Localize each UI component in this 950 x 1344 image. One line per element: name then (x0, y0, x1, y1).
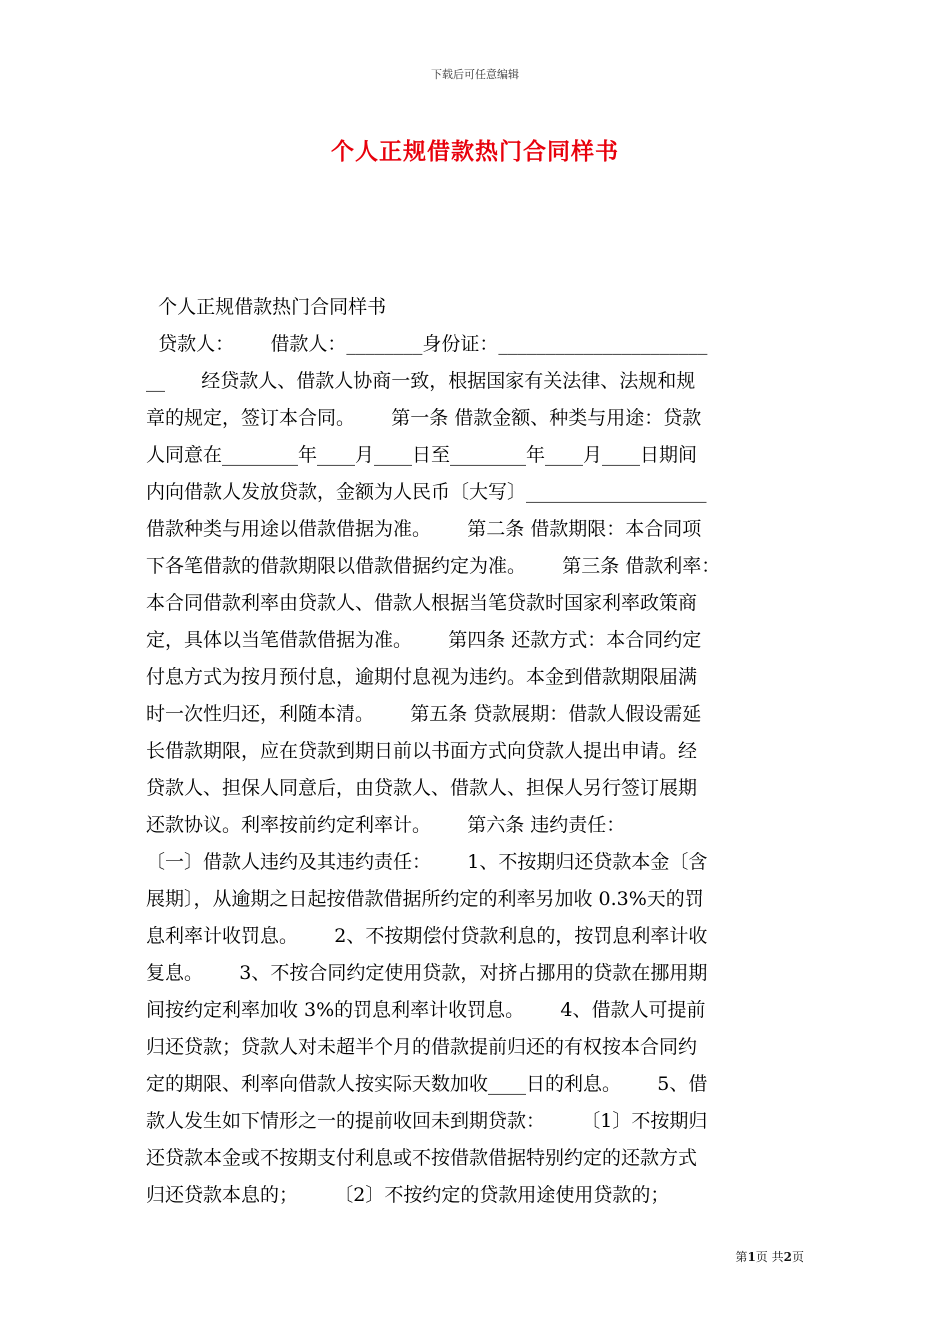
footer-page-number: 1 (747, 1250, 756, 1264)
body-line: 时一次性归还，利随本清。 第五条 贷款展期：借款人假设需延 (146, 703, 702, 725)
body-line: 下各笔借款的借款期限以借款借据约定为准。 第三条 借款利率： (146, 555, 721, 577)
body-line: 借款种类与用途以借款借据为准。 第二条 借款期限：本合同项 (146, 518, 702, 540)
document-body (146, 289, 806, 1214)
body-line: 本合同借款利率由贷款人、借款人根据当笔贷款时国家利率政策商 (146, 592, 698, 614)
body-line: 复息。 3、不按合同约定使用贷款，对挤占挪用的贷款在挪用期 (146, 962, 708, 984)
body-line: 人同意在________年____月____日至________年____月____日期间 (146, 444, 698, 466)
document-title: 个人正规借款热门合同样书 (331, 138, 619, 165)
body-line: 〔一〕借款人违约及其违约责任： 1、不按期归还贷款本金〔含 (146, 851, 708, 873)
footer-middle: 页 共 (755, 1250, 784, 1264)
body-line: 归还贷款；贷款人对未超半个月的借款提前归还的有权按本合同约 (146, 1036, 698, 1058)
body-line: 息利率计收罚息。 2、不按期偿付贷款利息的，按罚息利率计收 (146, 925, 708, 947)
body-line: 贷款人、担保人同意后，由贷款人、借款人、担保人另行签订展期 (146, 777, 698, 799)
body-line: 个人正规借款热门合同样书 (146, 296, 387, 318)
body-line: 归还贷款本息的； 〔2〕不按约定的贷款用途使用贷款的； (146, 1184, 670, 1206)
page-header-note: 下载后可任意编辑 (431, 68, 519, 81)
body-line: 贷款人： 借款人：________身份证：______________________ (146, 333, 708, 355)
page-footer (735, 1248, 804, 1265)
body-line: 还款协议。利率按前约定利率计。 第六条 违约责任： (146, 814, 626, 836)
body-line: __ 经贷款人、借款人协商一致，根据国家有关法律、法规和规 (146, 370, 696, 392)
body-line: 还贷款本金或不按期支付利息或不按借款借据特别约定的还款方式 (146, 1147, 698, 1169)
footer-suffix: 页 (791, 1250, 804, 1264)
body-line: 内向借款人发放贷款，金额为人民币〔大写〕___________________ (146, 481, 707, 503)
body-line: 付息方式为按月预付息，逾期付息视为违约。本金到借款期限届满 (146, 666, 698, 688)
body-line: 定的期限、利率向借款人按实际天数加收____日的利息。 5、借 (146, 1073, 708, 1095)
body-line: 章的规定，签订本合同。 第一条 借款金额、种类与用途：贷款 (146, 407, 702, 429)
body-line: 展期〕，从逾期之日起按借款借据所约定的利率另加收 0.3%天的罚 (146, 888, 704, 910)
body-line: 间按约定利率加收 3%的罚息利率计收罚息。 4、借款人可提前 (146, 999, 706, 1021)
body-line: 款人发生如下情形之一的提前收回未到期贷款： 〔1〕不按期归 (146, 1110, 708, 1132)
footer-total-pages: 2 (783, 1250, 792, 1264)
footer-prefix: 第 (735, 1250, 748, 1264)
body-line: 长借款期限，应在贷款到期日前以书面方式向贷款人提出申请。经 (146, 740, 698, 762)
body-line: 定，具体以当笔借款借据为准。 第四条 还款方式：本合同约定 (146, 629, 702, 651)
